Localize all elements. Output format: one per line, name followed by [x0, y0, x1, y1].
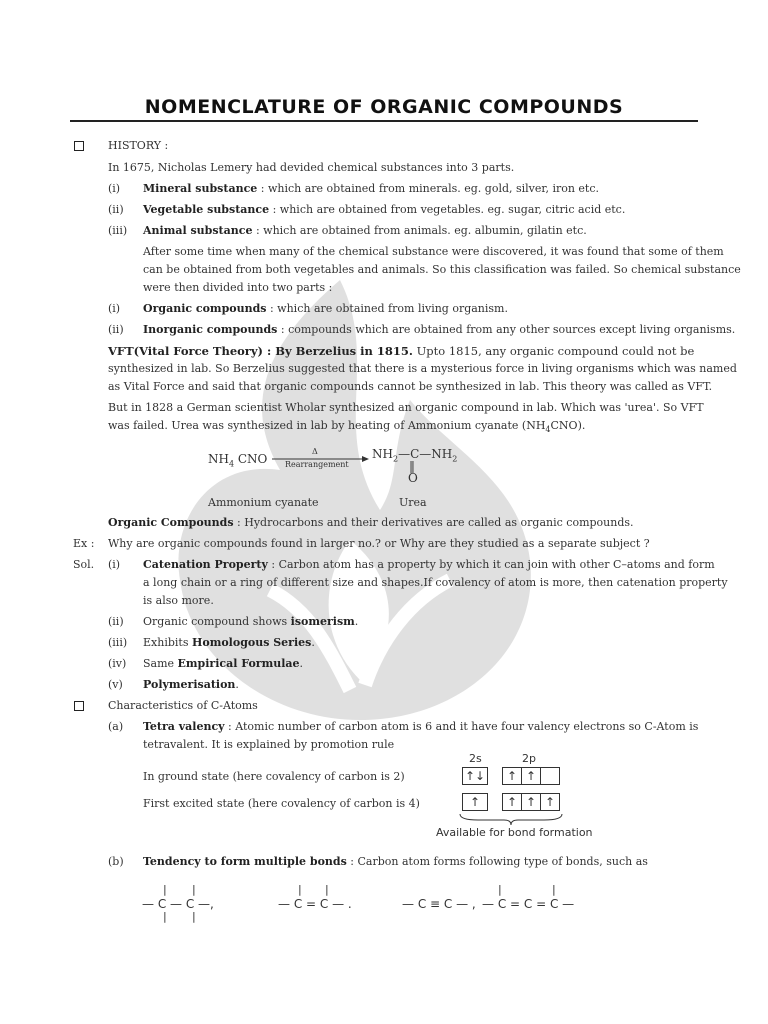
history-para-line: can be obtained from both vegetables and animals. So this classification was failed. So chemical substance — [143, 263, 741, 276]
urea-formula: $NH_2—C—NH_2$ — [372, 447, 458, 464]
sol-label: Sol. — [73, 558, 95, 571]
sol-item-line: is also more. — [143, 594, 214, 607]
orbital-box — [540, 767, 560, 785]
orbital-box: ↑ — [502, 767, 522, 785]
orbital-box: ↑↓ — [462, 767, 488, 785]
bond-stub: | — [163, 883, 167, 896]
orbital-2s-label: 2s — [469, 752, 482, 765]
vft-line: synthesized in lab. So Berzelius suggested that there is a mysterious force in living organisms which was named — [108, 362, 737, 375]
sol-item-num: (iv) — [108, 657, 127, 670]
urea-double-bond: ‖ — [409, 459, 415, 473]
ex-question: Why are organic compounds found in larger no.? or Why are they studied as a separate subject ? — [108, 537, 650, 550]
history-heading: HISTORY : — [108, 139, 169, 152]
sol-item-num: (iii) — [108, 636, 128, 649]
sol-item-num: (i) — [108, 558, 121, 571]
bond-stub: | — [498, 883, 502, 896]
sol-item: Catenation Property : Carbon atom has a property by which it can join with other C–atoms and form — [143, 558, 715, 571]
history-item: Inorganic compounds : compounds which are obtained from any other sources except living organisms. — [143, 323, 736, 336]
characteristics-heading: Characteristics of C-Atoms — [108, 699, 258, 712]
bullet-box-icon — [74, 701, 84, 711]
sol-item: Same Empirical Formulae. — [143, 657, 304, 670]
sol-item: Polymerisation. — [143, 678, 239, 691]
bond-stub: | — [192, 910, 196, 923]
history-intro: In 1675, Nicholas Lemery had devided chemical substances into 3 parts. — [108, 161, 515, 174]
title-rule — [70, 120, 698, 122]
history-item: Organic compounds : which are obtained from living organism. — [143, 302, 508, 315]
ground-state-label: In ground state (here covalency of carbon is 2) — [143, 770, 405, 783]
vft-line: as Vital Force and said that organic compounds cannot be synthesized in lab. This theory was called as VFT. — [108, 380, 713, 393]
bullet-box-icon — [74, 141, 84, 151]
bond-stub: | — [163, 910, 167, 923]
orbital-box: ↑ — [502, 793, 522, 811]
history-item: Vegetable substance : which are obtained from vegetables. eg. sugar, citric acid etc. — [143, 203, 626, 216]
bond-stub: | — [325, 883, 329, 896]
tetra-valency-line: Tetra valency : Atomic number of carbon atom is 6 and it have four valency electrons so C-Atom is — [143, 720, 699, 733]
organic-definition: Organic Compounds : Hydrocarbons and their derivatives are called as organic compounds. — [108, 516, 634, 529]
history-item-num: (ii) — [108, 203, 124, 216]
cumulated-bond-structure: — C = C = C — — [482, 897, 575, 911]
sol-item-line: a long chain or a ring of different size and shapes.If covalency of atom is more, then catenation property — [143, 576, 728, 589]
history-item: Mineral substance : which are obtained from minerals. eg. gold, silver, iron etc. — [143, 182, 600, 195]
arrow-condition-label: Rearrangement — [285, 460, 349, 469]
sol-item-num: (v) — [108, 678, 123, 691]
orbital-box: ↑ — [521, 793, 541, 811]
bond-stub: | — [192, 883, 196, 896]
history-item: Animal substance : which are obtained from animals. eg. albumin, gilatin etc. — [143, 224, 587, 237]
excited-state-label: First excited state (here covalency of carbon is 4) — [143, 797, 420, 810]
product-label: Urea — [399, 496, 427, 509]
bond-formation-brace-icon — [458, 812, 564, 826]
history-para-line: After some time when many of the chemical substance were discovered, it was found that some of them — [143, 245, 724, 258]
sol-item: Organic compound shows isomerism. — [143, 615, 359, 628]
urea-oxygen: O — [408, 471, 418, 485]
reactant-label: Ammonium cyanate — [208, 496, 319, 509]
orbital-box: ↑ — [540, 793, 560, 811]
sol-item: Exhibits Homologous Series. — [143, 636, 315, 649]
history-item-num: (i) — [108, 182, 121, 195]
bond-stub: | — [552, 883, 556, 896]
triple-bond-structure: — C ≡ C — , — [402, 897, 476, 911]
single-bond-structure: — C — C —, — [142, 897, 214, 911]
history-para-line: were then divided into two parts : — [143, 281, 333, 294]
sol-item-num: (ii) — [108, 615, 124, 628]
char-b-num: (b) — [108, 855, 124, 868]
orbital-2p-label: 2p — [522, 752, 536, 765]
ex-label: Ex : — [73, 537, 95, 550]
vft-line: was failed. Urea was synthesized in lab by heating of Ammonium cyanate $(NH_4CNO)$. — [108, 419, 586, 435]
history-item-num: (ii) — [108, 323, 124, 336]
vft-line: VFT(Vital Force Theory) : By Berzelius in 1815. Upto 1815, any organic compound could not be — [108, 344, 695, 358]
double-bond-structure: — C = C — . — [278, 897, 352, 911]
orbital-box: ↑ — [521, 767, 541, 785]
history-item-num: (i) — [108, 302, 121, 315]
arrow-heat-label: Δ — [312, 447, 318, 456]
history-item-num: (iii) — [108, 224, 128, 237]
char-a-num: (a) — [108, 720, 124, 733]
vft-line: But in 1828 a German scientist Wholar synthesized an organic compound in lab. Which was 'urea'. So VFT — [108, 401, 704, 414]
multiple-bonds-line: Tendency to form multiple bonds : Carbon atom forms following type of bonds, such as — [143, 855, 648, 868]
bond-formation-label: Available for bond formation — [436, 826, 593, 839]
bond-stub: | — [298, 883, 302, 896]
page-title: NOMENCLATURE OF ORGANIC COMPOUNDS — [144, 96, 624, 118]
reactant-formula: $NH_4$ CNO — [208, 452, 268, 469]
tetra-valency-line: tetravalent. It is explained by promotion rule — [143, 738, 395, 751]
orbital-box: ↑ — [462, 793, 488, 811]
